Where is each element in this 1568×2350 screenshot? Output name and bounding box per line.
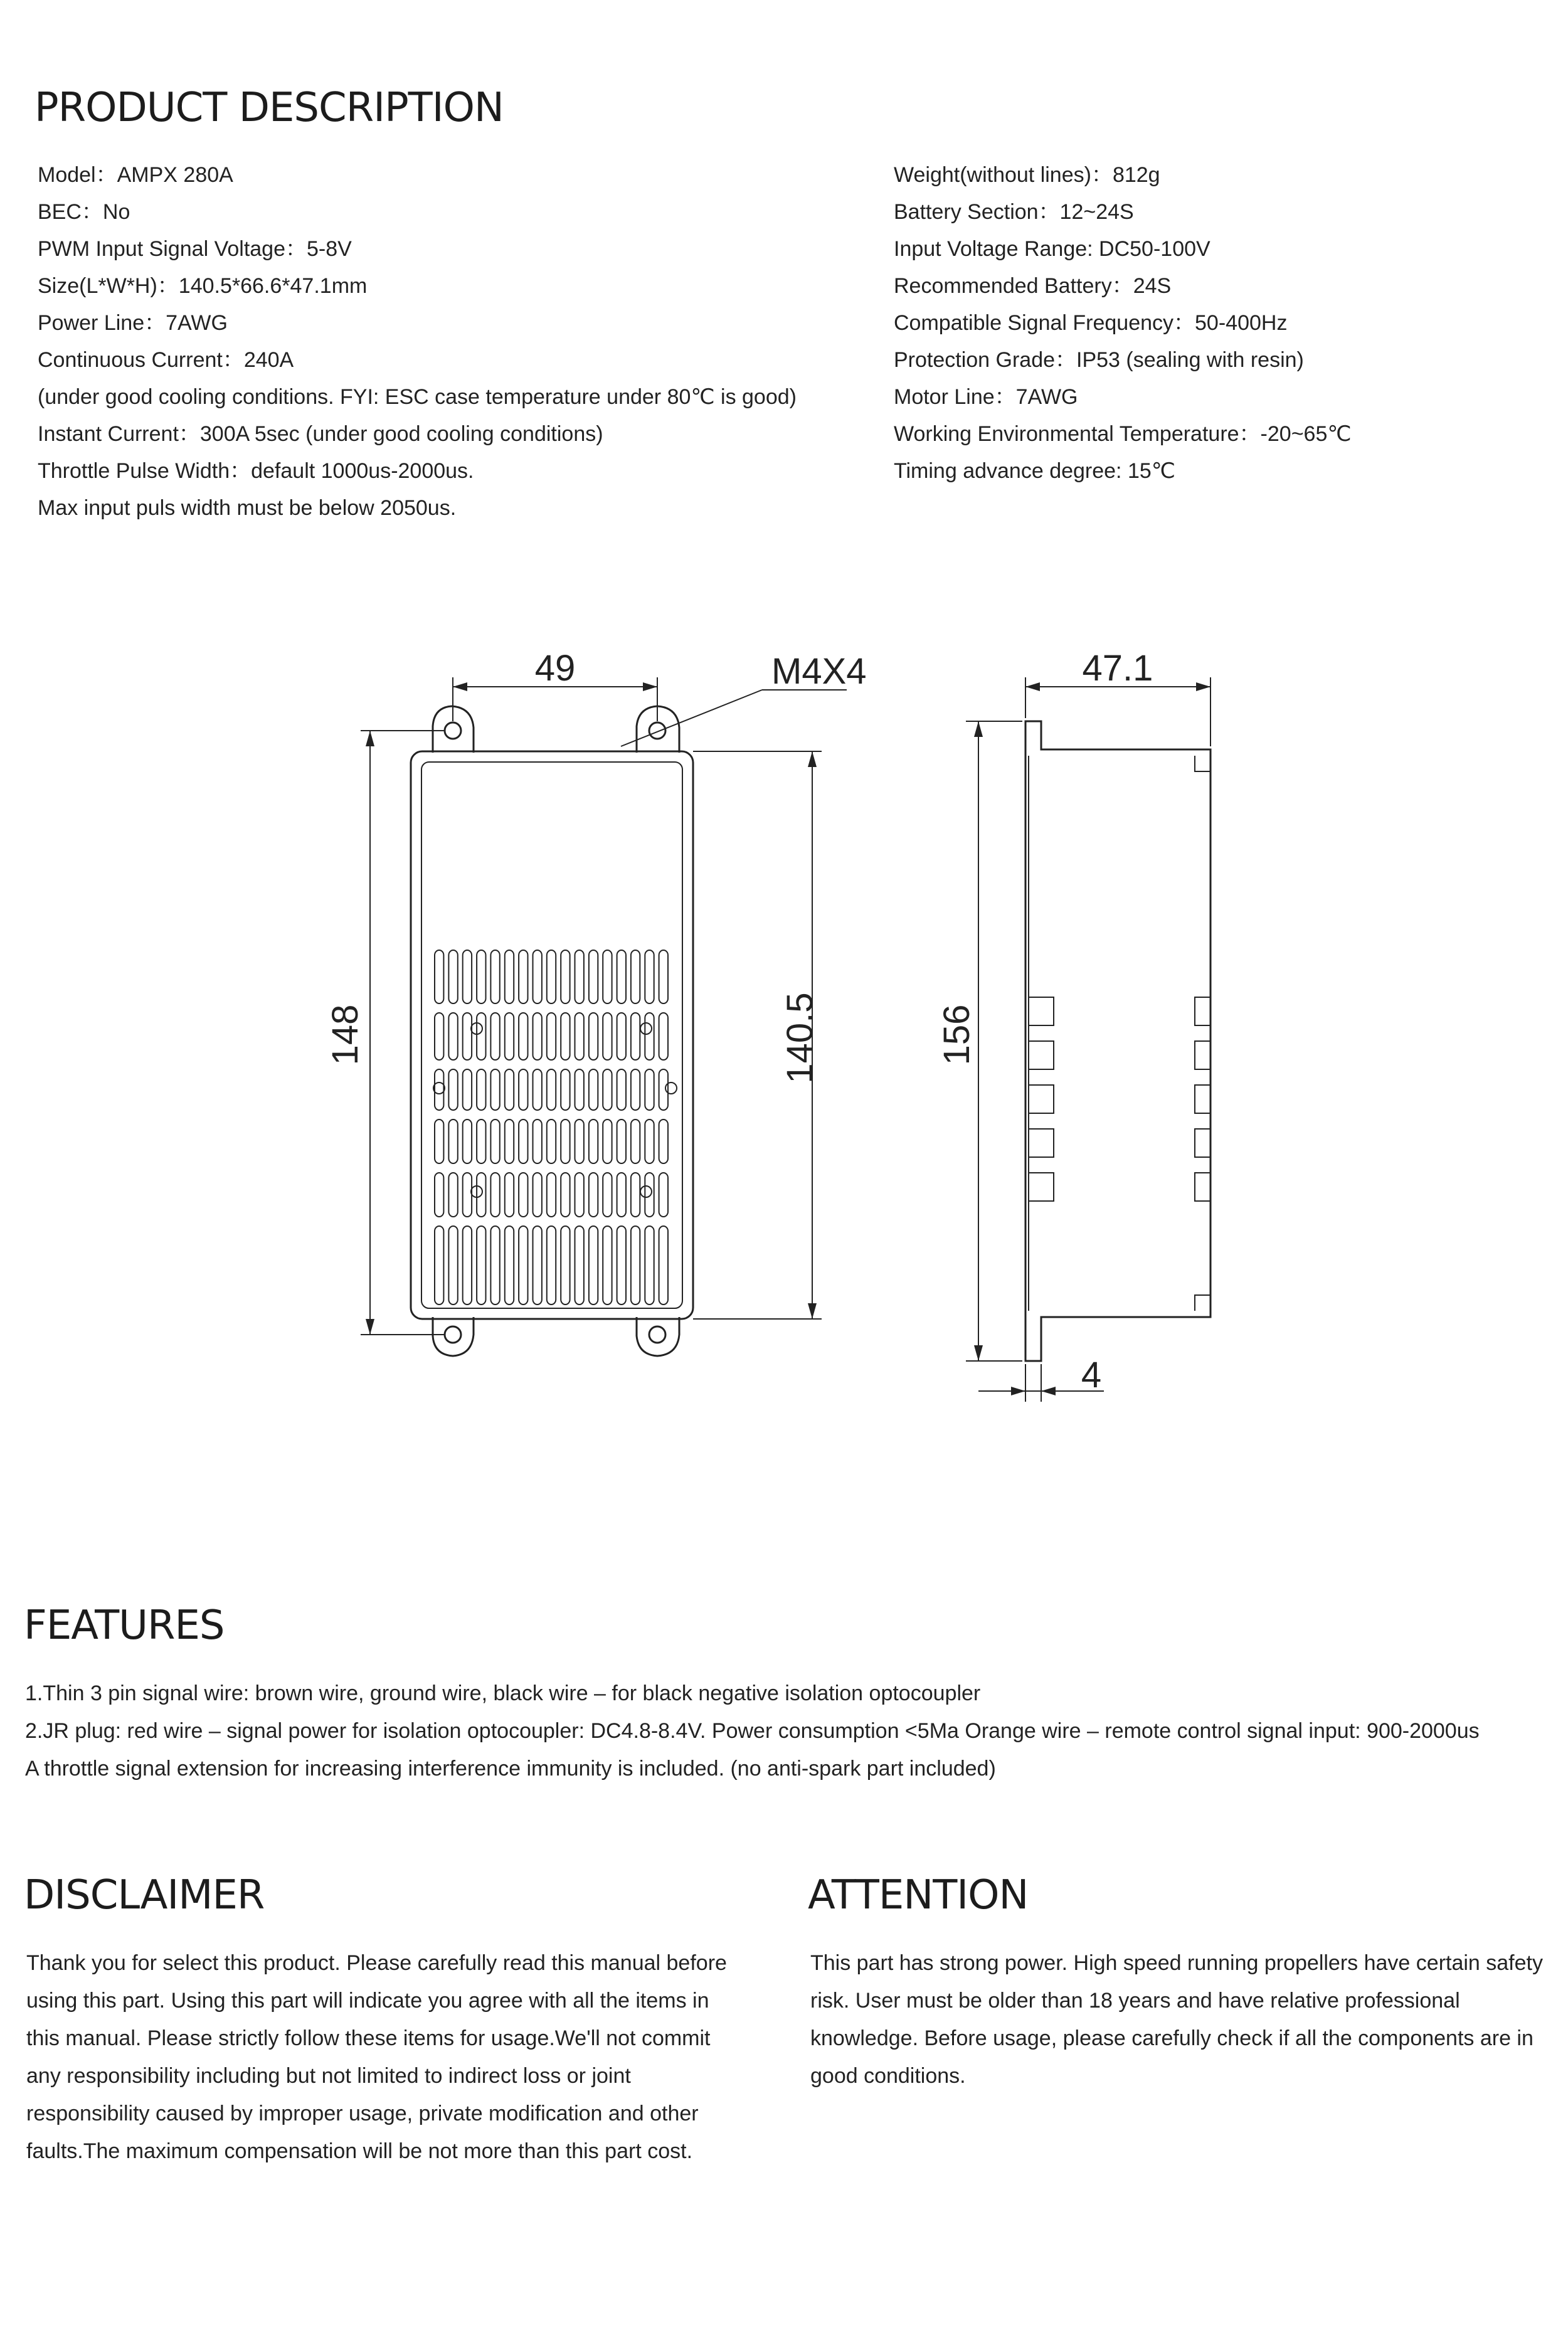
side-fin-notch — [1029, 1173, 1054, 1201]
heatsink-fin — [645, 950, 654, 1003]
heatsink-fin — [463, 1069, 472, 1110]
heatsink-fin — [490, 1226, 499, 1305]
bottom-right-mounting-ear — [637, 1317, 679, 1356]
esc-body-outline — [411, 751, 693, 1319]
feature-item: 1.Thin 3 pin signal wire: brown wire, ground wire, black wire – for black negative isolation optocoupler — [25, 1681, 981, 1705]
heatsink-fin — [533, 1013, 542, 1060]
heatsink-fin — [490, 1173, 499, 1217]
heatsink-fin — [463, 950, 472, 1003]
dim-side-length-label: 156 — [936, 1004, 977, 1066]
heatsink-fins — [433, 950, 677, 1305]
heatsink-fin — [617, 1013, 626, 1060]
side-fin-notch — [1195, 1173, 1210, 1201]
heatsink-fin — [547, 1119, 556, 1163]
heatsink-fin — [477, 1119, 485, 1163]
heatsink-fin — [561, 1013, 569, 1060]
heatsink-fin — [463, 1013, 472, 1060]
heatsink-fin — [561, 1119, 569, 1163]
spec-signal-frequency: Compatible Signal Frequency：50-400Hz — [894, 311, 1288, 335]
heatsink-fin — [575, 1069, 584, 1110]
heatsink-fin — [477, 950, 485, 1003]
heatsink-fin — [561, 1069, 569, 1110]
spec-power-line: Power Line：7AWG — [38, 311, 228, 335]
heatsink-fin — [659, 950, 668, 1003]
heatsink-fin — [533, 1173, 542, 1217]
side-fin-notch — [1195, 1085, 1210, 1113]
features-heading: FEATURES — [24, 1602, 225, 1649]
heatsink-fin — [631, 1119, 640, 1163]
top-right-mounting-hole — [649, 722, 665, 739]
heatsink-fin — [589, 1013, 598, 1060]
heatsink-fin — [477, 1226, 485, 1305]
heatsink-fin — [448, 1013, 457, 1060]
side-fin-notch — [1195, 1129, 1210, 1157]
heatsink-fin — [490, 1069, 499, 1110]
dim-hole-spacing-label: 49 — [534, 648, 576, 689]
side-fin-notch — [1195, 997, 1210, 1025]
heatsink-fin — [505, 1226, 514, 1305]
heatsink-fin — [519, 1119, 527, 1163]
heatsink-fin — [645, 1226, 654, 1305]
spec-timing-advance: Timing advance degree: 15℃ — [894, 459, 1175, 483]
heatsink-fin — [448, 1069, 457, 1110]
heatsink-fin — [505, 1119, 514, 1163]
dim-screw-leader — [621, 690, 762, 746]
disclaimer-text: Thank you for select this product. Please carefully read this manual before using this part. Using this part will indicate you agree with all the items in this manual. Please strictly follow these items for usage.We'll not commit any responsibility including but not limited to indirect loss or joint responsibility caused by improper usage, private modification and other faults.The maximum compensation will be not more than this part cost. — [26, 1951, 727, 2163]
spec-working-temperature: Working Environmental Temperature：-20~65℃ — [894, 422, 1352, 446]
heatsink-fin — [490, 1013, 499, 1060]
heatsink-fin — [659, 1013, 668, 1060]
heatsink-fin — [435, 1173, 443, 1217]
heatsink-fin — [603, 1013, 612, 1060]
heatsink-fin — [603, 950, 612, 1003]
heatsink-fin — [448, 1173, 457, 1217]
bottom-left-mounting-hole — [445, 1326, 461, 1343]
heatsink-fin — [631, 950, 640, 1003]
attention-heading: ATTENTION — [808, 1872, 1029, 1919]
heatsink-fin — [575, 1119, 584, 1163]
heatsink-fin — [575, 950, 584, 1003]
side-fin-notch — [1029, 997, 1054, 1025]
heatsink-fin — [561, 950, 569, 1003]
heatsink-fin — [575, 1226, 584, 1305]
heatsink-fin — [448, 1226, 457, 1305]
spec-throttle-pulse: Throttle Pulse Width：default 1000us-2000us. — [38, 459, 474, 483]
heatsink-fin — [505, 1013, 514, 1060]
heatsink-fin — [490, 1119, 499, 1163]
heatsink-fin — [617, 950, 626, 1003]
heatsink-fin — [547, 1173, 556, 1217]
heatsink-fin — [659, 1069, 668, 1110]
dim-height-label: 47.1 — [1082, 648, 1153, 689]
dim-screw-label: M4X4 — [771, 651, 867, 692]
spec-size: Size(L*W*H)：140.5*66.6*47.1mm — [38, 274, 368, 298]
heatsink-fin — [533, 950, 542, 1003]
product-description-heading: PRODUCT DESCRIPTION — [34, 85, 504, 131]
heatsink-fin — [435, 1119, 443, 1163]
heatsink-fin — [659, 1119, 668, 1163]
spec-cooling-note: (under good cooling conditions. FYI: ESC case temperature under 80℃ is good) — [38, 385, 797, 409]
heatsink-fin — [631, 1173, 640, 1217]
feature-item: A throttle signal extension for increasing interference immunity is included. (no anti-spark part included) — [25, 1757, 996, 1781]
heatsink-fin — [659, 1173, 668, 1217]
heatsink-fin — [519, 1013, 527, 1060]
spec-model: Model：AMPX 280A — [38, 163, 233, 187]
heatsink-fin — [490, 950, 499, 1003]
dim-body-length-label: 140.5 — [780, 992, 820, 1084]
spec-bec: BEC：No — [38, 200, 130, 224]
dim-flange-label: 4 — [1081, 1355, 1102, 1395]
heatsink-fin — [631, 1069, 640, 1110]
dim-total-length-label: 148 — [325, 1004, 366, 1066]
side-fin-notch — [1029, 1085, 1054, 1113]
heatsink-fin — [617, 1226, 626, 1305]
side-view — [936, 648, 1210, 1402]
heatsink-fin — [561, 1226, 569, 1305]
heatsink-fin — [645, 1119, 654, 1163]
heatsink-fin — [603, 1069, 612, 1110]
spec-motor-line: Motor Line：7AWG — [894, 385, 1078, 409]
heatsink-fin — [631, 1013, 640, 1060]
heatsink-fin — [519, 1173, 527, 1217]
heatsink-fin — [631, 1226, 640, 1305]
heatsink-fin — [561, 1173, 569, 1217]
heatsink-fin — [589, 1069, 598, 1110]
spec-pwm-voltage: PWM Input Signal Voltage：5-8V — [38, 237, 352, 261]
heatsink-fin — [435, 950, 443, 1003]
feature-item: 2.JR plug: red wire – signal power for isolation optocoupler: DC4.8-8.4V. Power consumption <5Ma Orange wire – remote control signal input: 900-2000us — [25, 1719, 1480, 1743]
screw-boss — [665, 1082, 677, 1094]
spec-max-pulse: Max input puls width must be below 2050us. — [38, 496, 457, 520]
spec-recommended-battery: Recommended Battery：24S — [894, 274, 1172, 298]
heatsink-fin — [617, 1119, 626, 1163]
front-view — [325, 648, 867, 1356]
heatsink-fin — [603, 1173, 612, 1217]
heatsink-fin — [505, 1173, 514, 1217]
features-list — [25, 1675, 1480, 1787]
spec-protection-grade: Protection Grade：IP53 (sealing with resin) — [894, 348, 1304, 372]
heatsink-fin — [547, 1069, 556, 1110]
heatsink-fin — [533, 1069, 542, 1110]
heatsink-fin — [645, 1013, 654, 1060]
heatsink-fin — [603, 1119, 612, 1163]
spec-instant-current: Instant Current：300A 5sec (under good cooling conditions) — [38, 422, 603, 446]
attention-text: This part has strong power. High speed running propellers have certain safety risk. User must be older than 18 years and have relative professional knowledge. Before usage, please carefully check if all the components are in good conditions. — [810, 1951, 1543, 2088]
heatsink-fin — [603, 1226, 612, 1305]
side-profile-fins — [1029, 997, 1210, 1201]
heatsink-fin — [589, 950, 598, 1003]
heatsink-fin — [477, 1013, 485, 1060]
heatsink-fin — [519, 950, 527, 1003]
heatsink-fin — [463, 1226, 472, 1305]
heatsink-fin — [505, 950, 514, 1003]
heatsink-fin — [575, 1013, 584, 1060]
heatsink-fin — [617, 1069, 626, 1110]
heatsink-fin — [659, 1226, 668, 1305]
heatsink-fin — [463, 1173, 472, 1217]
heatsink-fin — [547, 1013, 556, 1060]
screw-boss — [640, 1186, 652, 1197]
spec-continuous-current: Continuous Current：240A — [38, 348, 294, 372]
heatsink-fin — [435, 1069, 443, 1110]
bottom-left-mounting-ear — [433, 1317, 474, 1356]
heatsink-fin — [519, 1069, 527, 1110]
heatsink-fin — [589, 1119, 598, 1163]
heatsink-fin — [448, 1119, 457, 1163]
heatsink-fin — [547, 950, 556, 1003]
side-fin-notch — [1029, 1041, 1054, 1069]
heatsink-fin — [463, 1119, 472, 1163]
heatsink-fin — [519, 1226, 527, 1305]
heatsink-fin — [645, 1069, 654, 1110]
heatsink-fin — [589, 1226, 598, 1305]
heatsink-fin — [448, 950, 457, 1003]
heatsink-fin — [533, 1226, 542, 1305]
disclaimer-heading: DISCLAIMER — [24, 1872, 265, 1919]
top-left-mounting-hole — [445, 722, 461, 739]
spec-battery-section: Battery Section：12~24S — [894, 200, 1134, 224]
spec-input-voltage: Input Voltage Range: DC50-100V — [894, 237, 1210, 261]
heatsink-fin — [547, 1226, 556, 1305]
screw-boss — [640, 1023, 652, 1034]
heatsink-fin — [645, 1173, 654, 1217]
heatsink-fin — [435, 1226, 443, 1305]
spec-weight: Weight(without lines)：812g — [894, 163, 1160, 187]
side-fin-notch — [1195, 1041, 1210, 1069]
heatsink-fin — [477, 1069, 485, 1110]
heatsink-fin — [589, 1173, 598, 1217]
heatsink-fin — [533, 1119, 542, 1163]
heatsink-fin — [435, 1013, 443, 1060]
bottom-right-mounting-hole — [649, 1326, 665, 1343]
side-fin-notch — [1029, 1129, 1054, 1157]
heatsink-fin — [505, 1069, 514, 1110]
heatsink-fin — [617, 1173, 626, 1217]
heatsink-fin — [575, 1173, 584, 1217]
